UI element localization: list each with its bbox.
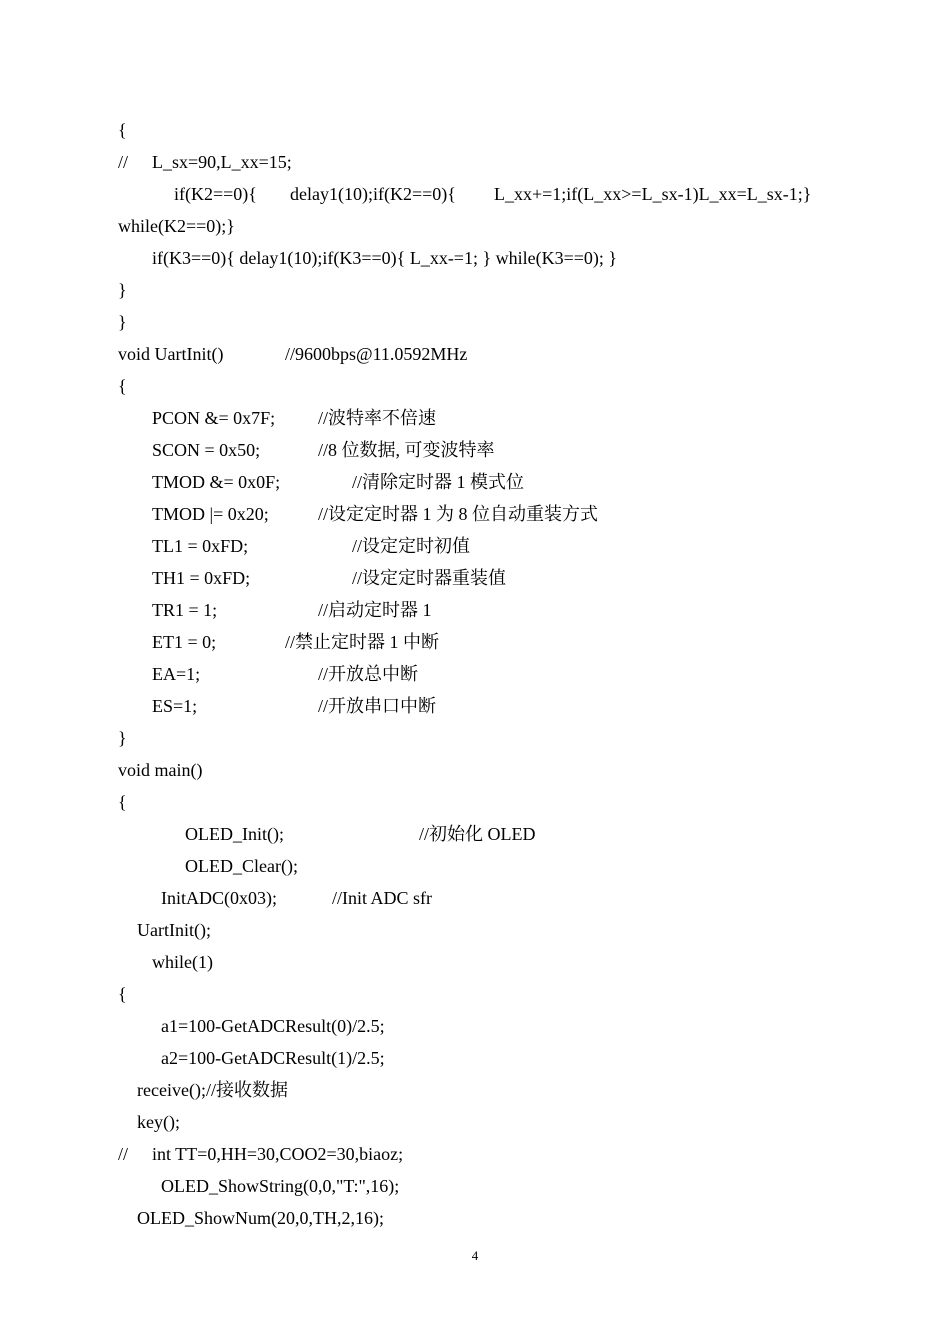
- code-text: //: [118, 1144, 129, 1164]
- code-line: [0, 631, 950, 653]
- code-text: while(K2==0);}: [118, 216, 235, 236]
- code-text: int TT=0,HH=30,COO2=30,biaoz;: [152, 1144, 404, 1164]
- code-text: //清除定时器 1 模式位: [352, 472, 525, 492]
- code-text: {: [118, 984, 127, 1004]
- code-text: //: [118, 152, 129, 172]
- code-line: [0, 1079, 950, 1101]
- code-text: {: [118, 120, 127, 140]
- code-text: TR1 = 1;: [152, 600, 218, 620]
- code-text: UartInit();: [137, 920, 211, 940]
- code-line: [0, 599, 950, 621]
- code-text: if(K2==0){: [174, 184, 257, 204]
- code-line: [0, 663, 950, 685]
- code-line: [0, 215, 950, 237]
- code-text: }: [118, 728, 127, 748]
- code-text: L_xx+=1;if(L_xx>=L_sx-1)L_xx=L_sx-1;}: [494, 184, 812, 204]
- code-line: [0, 343, 950, 365]
- code-text: OLED_Clear();: [185, 856, 298, 876]
- code-text: //8 位数据, 可变波特率: [318, 440, 495, 460]
- code-text: TH1 = 0xFD;: [152, 568, 251, 588]
- code-text: OLED_Init();: [185, 824, 284, 844]
- code-text: if(K3==0){ delay1(10);if(K3==0){ L_xx-=1; } while(K3==0); }: [152, 248, 618, 268]
- code-text: EA=1;: [152, 664, 201, 684]
- code-text: //波特率不倍速: [318, 408, 437, 428]
- code-text: TMOD |= 0x20;: [152, 504, 269, 524]
- code-line: [0, 439, 950, 461]
- code-line: [0, 1047, 950, 1069]
- code-line: [0, 535, 950, 557]
- code-text: L_sx=90,L_xx=15;: [152, 152, 292, 172]
- code-text: SCON = 0x50;: [152, 440, 261, 460]
- page-number: 4: [471, 1248, 479, 1263]
- code-text: ES=1;: [152, 696, 198, 716]
- code-text: InitADC(0x03);: [161, 888, 277, 908]
- code-text: {: [118, 376, 127, 396]
- code-text: //9600bps@11.0592MHz: [285, 344, 468, 364]
- code-text: void UartInit(): [118, 344, 224, 364]
- code-line: [0, 855, 950, 877]
- code-line: [0, 375, 950, 397]
- code-text: key();: [137, 1112, 180, 1132]
- code-line: [0, 1111, 950, 1133]
- code-text: //Init ADC sfr: [332, 888, 433, 908]
- code-text: while(1): [152, 952, 213, 972]
- code-line: [0, 823, 950, 845]
- code-line: [0, 727, 950, 749]
- code-text: a1=100-GetADCResult(0)/2.5;: [161, 1016, 385, 1036]
- code-line: [0, 1207, 950, 1229]
- code-line: [0, 503, 950, 525]
- code-line: [0, 791, 950, 813]
- code-line: [0, 151, 950, 173]
- code-line: [0, 887, 950, 909]
- code-text: TL1 = 0xFD;: [152, 536, 249, 556]
- code-line: [0, 951, 950, 973]
- code-text: PCON &= 0x7F;: [152, 408, 276, 428]
- code-text: TMOD &= 0x0F;: [152, 472, 281, 492]
- code-text: //设定定时器重装值: [352, 568, 507, 588]
- code-text: }: [118, 280, 127, 300]
- code-text: }: [118, 312, 127, 332]
- code-text: receive();//接收数据: [137, 1080, 288, 1100]
- code-text: //启动定时器 1: [318, 600, 432, 620]
- code-text: //开放串口中断: [318, 696, 437, 716]
- code-line: [0, 695, 950, 717]
- code-line: [0, 311, 950, 333]
- code-text: OLED_ShowNum(20,0,TH,2,16);: [137, 1208, 384, 1228]
- code-text: ET1 = 0;: [152, 632, 217, 652]
- code-line: [0, 759, 950, 781]
- code-line: [0, 1143, 950, 1165]
- code-line: [0, 471, 950, 493]
- code-text: void main(): [118, 760, 203, 780]
- code-text: //初始化 OLED: [419, 824, 536, 844]
- code-text: {: [118, 792, 127, 812]
- code-text: a2=100-GetADCResult(1)/2.5;: [161, 1048, 385, 1068]
- code-line: [0, 119, 950, 141]
- code-text: //设定定时初值: [352, 536, 471, 556]
- code-line: [0, 183, 950, 205]
- code-line: [0, 407, 950, 429]
- code-text: OLED_ShowString(0,0,"T:",16);: [161, 1176, 400, 1196]
- code-line: [0, 247, 950, 269]
- code-text: delay1(10);if(K2==0){: [290, 184, 456, 204]
- code-line: [0, 567, 950, 589]
- code-line: [0, 1175, 950, 1197]
- code-line: [0, 983, 950, 1005]
- code-line: [0, 919, 950, 941]
- code-line: [0, 1015, 950, 1037]
- code-line: [0, 279, 950, 301]
- code-text: //开放总中断: [318, 664, 419, 684]
- code-text: //设定定时器 1 为 8 位自动重装方式: [318, 504, 599, 524]
- code-text: //禁止定时器 1 中断: [285, 632, 440, 652]
